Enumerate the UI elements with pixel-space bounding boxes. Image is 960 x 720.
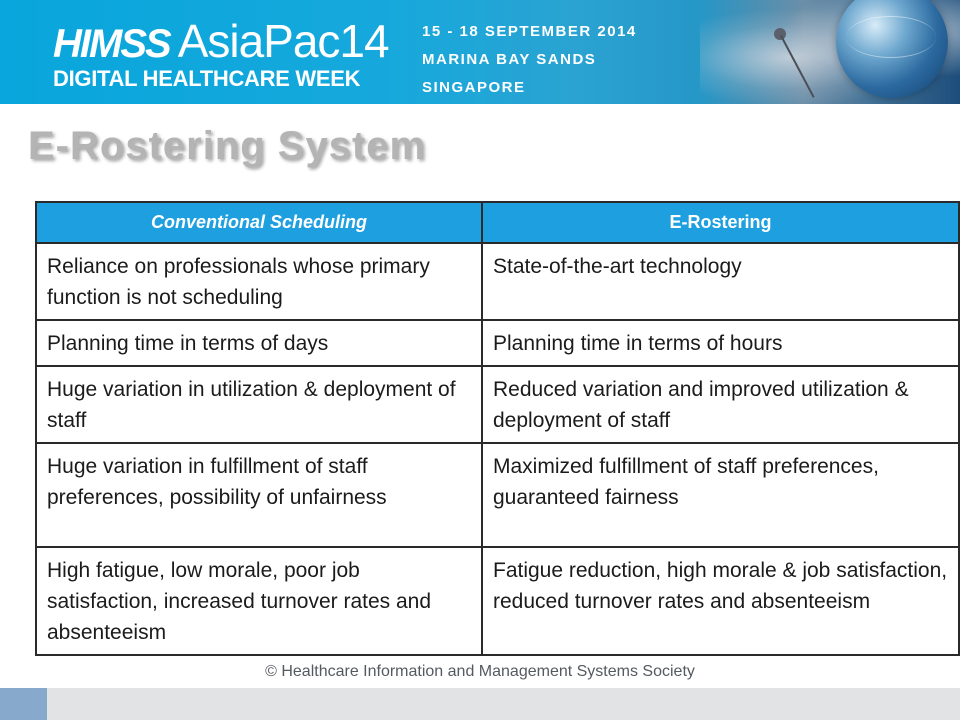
brand-subtitle: DIGITAL HEALTHCARE WEEK — [53, 66, 361, 91]
table-cell: High fatigue, low morale, poor job satisfaction, increased turnover rates and absenteeism — [36, 547, 482, 655]
table-row — [36, 243, 959, 320]
footer-bar — [0, 688, 960, 720]
event-city: SINGAPORE — [422, 79, 526, 96]
microphone-stand — [780, 35, 815, 98]
table-row — [36, 366, 959, 443]
column-header-conventional: Conventional Scheduling — [36, 202, 482, 243]
banner-photo — [700, 0, 960, 104]
table-cell: Huge variation in fulfillment of staff preferences, possibility of unfairness — [36, 443, 482, 547]
table-row — [36, 547, 959, 655]
column-header-erostering: E-Rostering — [482, 202, 959, 243]
table-header-row — [36, 202, 959, 243]
comparison-table — [35, 201, 960, 656]
table-cell: Planning time in terms of hours — [482, 320, 959, 366]
event-dates: 15 - 18 SEPTEMBER 2014 — [422, 23, 637, 40]
globe-icon — [836, 0, 948, 98]
table-cell: Maximized fulfillment of staff preferences, guaranteed fairness — [482, 443, 959, 547]
table-cell: State-of-the-art technology — [482, 243, 959, 320]
footer-bar-accent — [0, 688, 47, 720]
table-cell: Reliance on professionals whose primary function is not scheduling — [36, 243, 482, 320]
copyright-footer: © Healthcare Information and Management Systems Society — [265, 663, 695, 680]
event-venue: MARINA BAY SANDS — [422, 51, 597, 68]
microphone-icon — [774, 28, 786, 40]
event-logo — [53, 14, 389, 66]
event-info — [422, 18, 637, 102]
table-row — [36, 320, 959, 366]
slide-title: E-Rostering System — [28, 124, 427, 168]
table-cell: Huge variation in utilization & deployment of staff — [36, 366, 482, 443]
table-cell: Fatigue reduction, high morale & job satisfaction, reduced turnover rates and absenteeism — [482, 547, 959, 655]
brand-himss: HIMSS — [53, 22, 170, 66]
event-banner — [0, 0, 960, 104]
table-row — [36, 443, 959, 547]
table-cell: Reduced variation and improved utilization & deployment of staff — [482, 366, 959, 443]
brand-asiapac: AsiaPac14 — [177, 15, 389, 67]
table-cell: Planning time in terms of days — [36, 320, 482, 366]
